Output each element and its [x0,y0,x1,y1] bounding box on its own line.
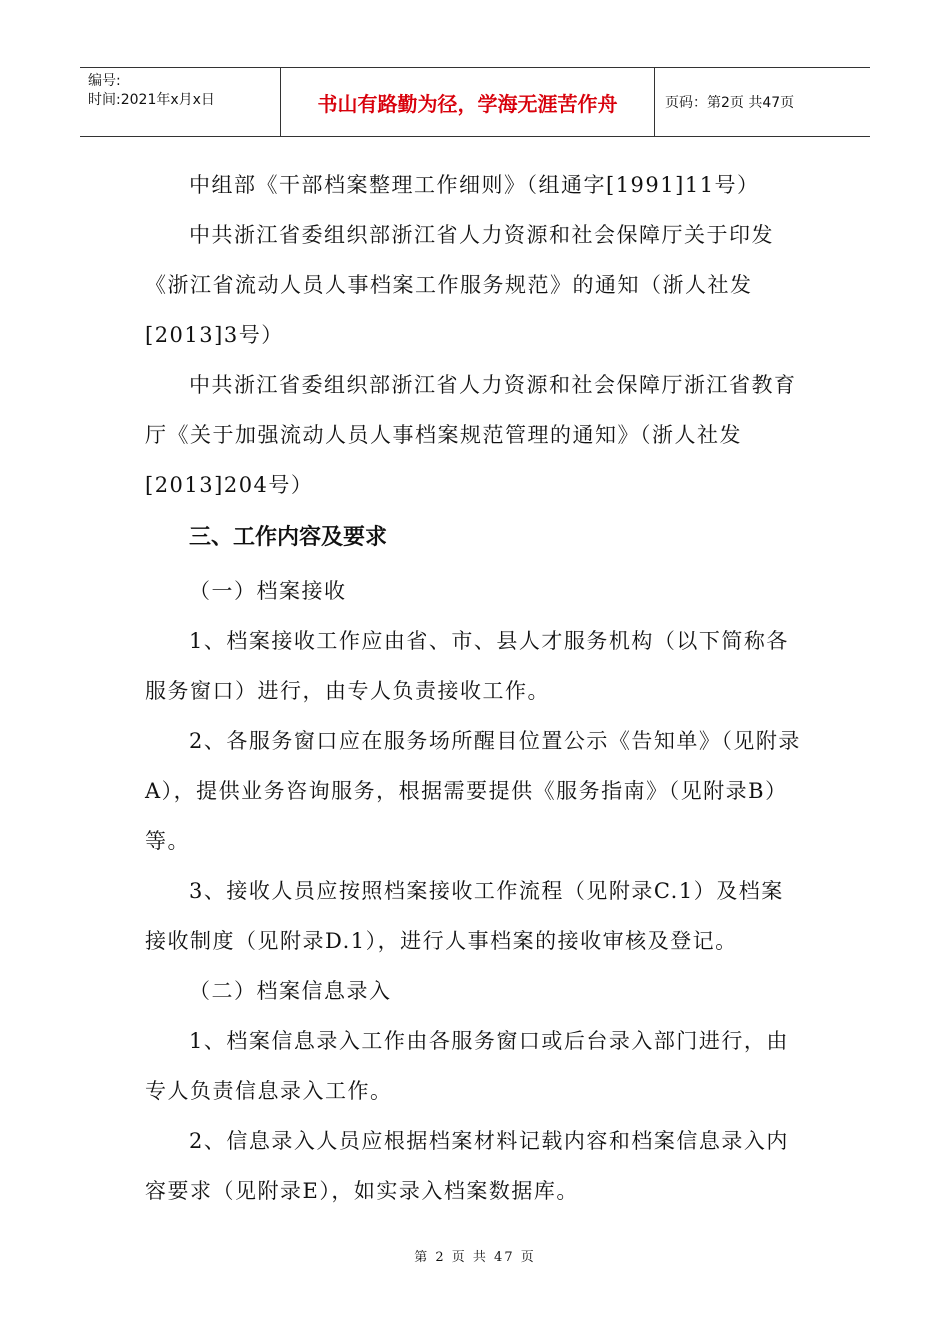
paragraph: 1、档案信息录入工作由各服务窗口或后台录入部门进行，由专人负责信息录入工作。 [145,1029,789,1103]
paragraph: 1、档案接收工作应由省、市、县人才服务机构（以下简称各服务窗口）进行，由专人负责接收工作。 [145,629,789,703]
paragraph: 2、各服务窗口应在服务场所醒目位置公示《告知单》（见附录A），提供业务咨询服务，根据需要提供《服务指南》（见附录B）等。 [145,729,801,853]
subsection-heading: （二）档案信息录入 [189,979,392,1003]
page-footer: 第 2 页 共 47 页 [414,1250,536,1265]
header-table [80,67,870,137]
subsection-heading: （一）档案接收 [189,579,347,603]
paragraph: 中共浙江省委组织部浙江省人力资源和社会保障厅关于印发《浙江省流动人员人事档案工作服务规范》的通知（浙人社发[2013]3号） [145,223,774,347]
number-label: 编号: [88,73,121,89]
paragraph: 中共浙江省委组织部浙江省人力资源和社会保障厅浙江省教育厅《关于加强流动人员人事档案规范管理的通知》（浙人社发[2013]204号） [145,373,797,497]
header-left-cell [80,68,281,136]
paragraph: 2、信息录入人员应根据档案材料记载内容和档案信息录入内容要求（见附录E），如实录入档案数据库。 [145,1129,789,1203]
header-page-info: 页码：第2页 共47页 [665,95,795,111]
time-label: 时间:2021年x月x日 [88,92,215,108]
header-motto: 书山有路勤为径，学海无涯苦作舟 [281,68,655,136]
paragraph: 3、接收人员应按照档案接收工作流程（见附录C.1）及档案接收制度（见附录D.1），进行人事档案的接收审核及登记。 [145,879,784,953]
section-heading: 三、工作内容及要求 [189,525,388,550]
document-body [145,160,805,1216]
paragraph: 中组部《干部档案整理工作细则》（组通字[1991]11号） [189,173,760,197]
